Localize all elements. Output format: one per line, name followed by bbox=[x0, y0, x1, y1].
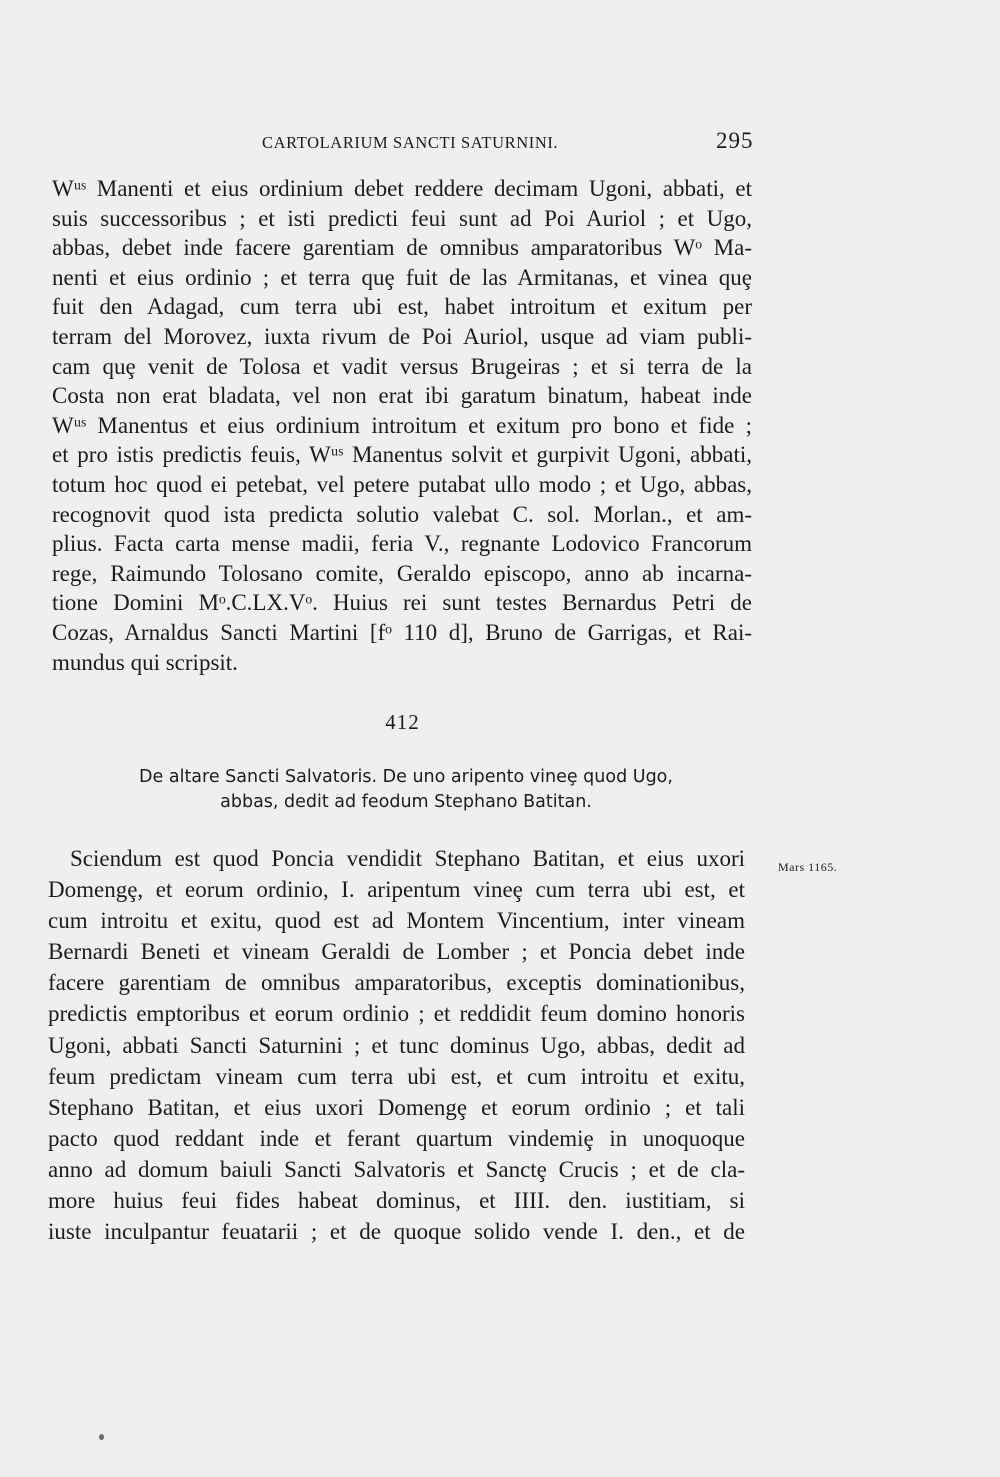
text-line: anno ad domum baiuli Sancti Salvatoris et Sanctȩ Crucis ; et de cla- bbox=[48, 1156, 745, 1182]
charter-rubric bbox=[52, 765, 760, 815]
charter-411-continuation bbox=[52, 174, 752, 677]
text-line: iuste inculpantur feuatarii ; et de quoque solido vende I. den., et de bbox=[48, 1219, 745, 1245]
charter-number: 412 bbox=[385, 710, 420, 734]
text-line: fuit den Adagad, cum terra ubi est, habet introitum et exitum per bbox=[52, 294, 752, 320]
text-line: predictis emptoribus et eorum ordinio ; et reddidit feum domino honoris bbox=[48, 1001, 745, 1027]
text-line: nenti et eius ordinio ; et terra quȩ fuit de las Armitanas, et vinea quȩ bbox=[52, 264, 752, 290]
text-line: tione Domini Mᵒ.C.LX.Vᵒ. Huius rei sunt testes Bernardus Petri de bbox=[52, 590, 752, 616]
text-line: Sciendum est quod Poncia vendidit Stephano Batitan, et eius uxori bbox=[70, 846, 745, 871]
text-line: Wᵘˢ Manenti et eius ordinium debet reddere decimam Ugoni, abbati, et bbox=[52, 176, 752, 201]
text-line: Stephano Batitan, et eius uxori Domengȩ et eorum ordinio ; et tali bbox=[48, 1094, 745, 1120]
text-line: Costa non erat bladata, vel non erat ibi garatum binatum, habeat inde bbox=[52, 383, 752, 409]
rubric-line: De altare Sancti Salvatoris. De uno aripento vineȩ quod Ugo, bbox=[139, 767, 673, 787]
text-line: suis successoribus ; et isti predicti feui sunt ad Poi Auriol ; et Ugo, bbox=[52, 205, 752, 231]
page-number: 295 bbox=[716, 128, 754, 153]
running-title: CARTOLARIUM SANCTI SATURNINI. bbox=[262, 133, 559, 152]
text-line: rege, Raimundo Tolosano comite, Geraldo episcopo, anno ab incarna- bbox=[52, 560, 752, 586]
text-line: abbas, debet inde facere garentiam de omnibus amparatoribus Wᵒ Ma- bbox=[52, 235, 752, 261]
text-line: et pro istis predictis feuis, Wᵘˢ Manentus solvit et gurpivit Ugoni, abbati, bbox=[52, 442, 752, 468]
text-line: Cozas, Arnaldus Sancti Martini [fᵒ 110 d], Bruno de Garrigas, et Rai- bbox=[52, 619, 752, 645]
ink-speck bbox=[99, 1434, 104, 1440]
text-line: more huius feui fides habeat dominus, et IIII. den. iustitiam, si bbox=[48, 1188, 745, 1214]
text-line: totum hoc quod ei petebat, vel petere putabat ullo modo ; et Ugo, abbas, bbox=[52, 471, 752, 497]
margin-date-note: Mars 1165. bbox=[778, 860, 838, 874]
text-line: Bernardi Beneti et vineam Geraldi de Lomber ; et Poncia debet inde bbox=[48, 939, 745, 965]
text-line: pacto quod reddant inde et ferant quartum vindemiȩ in unoquoque bbox=[48, 1125, 745, 1151]
text-line: mundus qui scripsit. bbox=[52, 649, 238, 675]
rubric-line: abbas, dedit ad feodum Stephano Batitan. bbox=[220, 792, 592, 812]
charter-412-text bbox=[48, 843, 745, 1247]
text-line: cum introitu et exitu, quod est ad Montem Vincentium, inter vineam bbox=[48, 908, 745, 934]
text-line: Domengȩ, et eorum ordinio, I. aripentum vineȩ cum terra ubi est, et bbox=[48, 877, 745, 903]
text-line: recognovit quod ista predicta solutio valebat C. sol. Morlan., et am- bbox=[52, 501, 752, 527]
text-line: feum predictam vineam cum terra ubi est, et cum introitu et exitu, bbox=[48, 1063, 745, 1089]
text-line: terram del Morovez, iuxta rivum de Poi Auriol, usque ad viam publi- bbox=[52, 323, 752, 349]
text-line: plius. Facta carta mense madii, feria V., regnante Lodovico Francorum bbox=[52, 531, 752, 557]
text-line: facere garentiam de omnibus amparatoribus, exceptis dominationibus, bbox=[48, 970, 745, 996]
text-line: cam quȩ venit de Tolosa et vadit versus Brugeiras ; et si terra de la bbox=[52, 353, 752, 379]
text-line: Ugoni, abbati Sancti Saturnini ; et tunc dominus Ugo, abbas, dedit ad bbox=[48, 1032, 745, 1058]
text-line: Wᵘˢ Manentus et eius ordinium introitum et exitum pro bono et fide ; bbox=[52, 412, 752, 438]
